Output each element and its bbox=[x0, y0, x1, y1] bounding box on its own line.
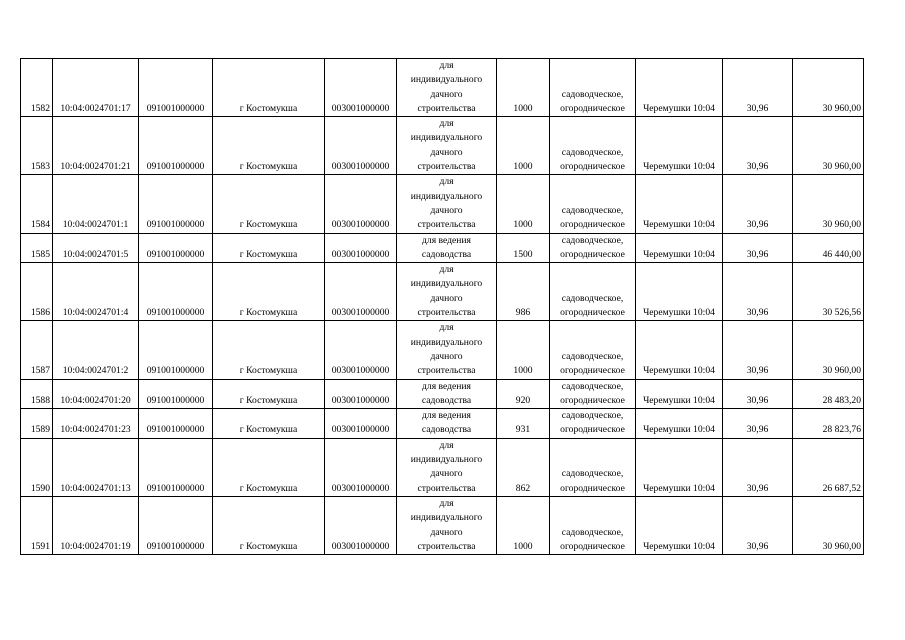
cell-land-use-line: садоводческое, bbox=[561, 146, 624, 158]
cell-zone: Черемушки 10:04 bbox=[636, 496, 723, 554]
cell-land-use bbox=[550, 438, 636, 496]
cell-cadastral-number: 10:04:0024701:13 bbox=[53, 438, 139, 496]
cell-land-use-line: садоводческое, bbox=[561, 292, 624, 304]
cell-cadastral-value: 30 960,00 bbox=[793, 321, 864, 379]
cell-locality: г Костомукша bbox=[213, 175, 325, 233]
table-row bbox=[21, 175, 864, 233]
cell-row-number: 1583 bbox=[21, 117, 53, 175]
cell-row-number: 1588 bbox=[21, 379, 53, 409]
cell-rate: 30,96 bbox=[723, 233, 793, 263]
cell-purpose-line: для ведения bbox=[422, 380, 471, 392]
cell-locality: г Костомукша bbox=[213, 409, 325, 439]
cell-rate: 30,96 bbox=[723, 438, 793, 496]
cell-zone: Черемушки 10:04 bbox=[636, 263, 723, 321]
cell-okato: 091001000000 bbox=[139, 409, 213, 439]
cell-purpose-line: для bbox=[439, 264, 454, 276]
cell-land-use-line: садоводческое, bbox=[561, 88, 624, 100]
cell-land-use bbox=[550, 263, 636, 321]
cell-land-use-line: садоводческое, bbox=[561, 234, 624, 246]
cell-code: 003001000000 bbox=[325, 438, 397, 496]
cell-land-use-line: огородническое bbox=[560, 307, 625, 319]
cell-purpose-line: индивидуального bbox=[410, 454, 483, 466]
cell-okato: 091001000000 bbox=[139, 263, 213, 321]
cell-land-use-line: садоводческое, bbox=[561, 410, 624, 422]
cell-land-use-line: огородническое bbox=[560, 365, 625, 377]
cell-cadastral-value: 30 960,00 bbox=[793, 117, 864, 175]
cell-purpose bbox=[397, 409, 497, 439]
cell-area: 1500 bbox=[497, 233, 550, 263]
cell-purpose-line: индивидуального bbox=[410, 278, 483, 290]
cell-okato: 091001000000 bbox=[139, 321, 213, 379]
cell-purpose-line: для bbox=[439, 439, 454, 451]
table-row bbox=[21, 59, 864, 117]
cell-okato: 091001000000 bbox=[139, 379, 213, 409]
cell-code: 003001000000 bbox=[325, 263, 397, 321]
cell-row-number: 1586 bbox=[21, 263, 53, 321]
cell-area: 1000 bbox=[497, 117, 550, 175]
cell-code: 003001000000 bbox=[325, 175, 397, 233]
cell-row-number: 1587 bbox=[21, 321, 53, 379]
cell-purpose bbox=[397, 175, 497, 233]
cell-area: 862 bbox=[497, 438, 550, 496]
cell-cadastral-number: 10:04:0024701:2 bbox=[53, 321, 139, 379]
cell-land-use bbox=[550, 379, 636, 409]
cell-purpose-line: садоводства bbox=[421, 424, 472, 436]
cell-purpose-line: строительства bbox=[417, 482, 476, 494]
cell-land-use bbox=[550, 59, 636, 117]
table-body bbox=[21, 59, 864, 555]
cell-code: 003001000000 bbox=[325, 117, 397, 175]
cell-row-number: 1584 bbox=[21, 175, 53, 233]
cell-purpose bbox=[397, 117, 497, 175]
cell-okato: 091001000000 bbox=[139, 233, 213, 263]
cell-land-use-line: садоводческое, bbox=[561, 526, 624, 538]
cell-code: 003001000000 bbox=[325, 233, 397, 263]
cell-purpose-line: дачного bbox=[430, 526, 463, 538]
table-row bbox=[21, 117, 864, 175]
cell-cadastral-number: 10:04:0024701:4 bbox=[53, 263, 139, 321]
cell-okato: 091001000000 bbox=[139, 438, 213, 496]
cell-purpose-line: дачного bbox=[430, 468, 463, 480]
cell-row-number: 1590 bbox=[21, 438, 53, 496]
table-row bbox=[21, 233, 864, 263]
cell-land-use bbox=[550, 321, 636, 379]
cell-area: 1000 bbox=[497, 59, 550, 117]
cell-cadastral-value: 26 687,52 bbox=[793, 438, 864, 496]
cell-purpose-line: строительства bbox=[417, 540, 476, 552]
cell-code: 003001000000 bbox=[325, 59, 397, 117]
cell-rate: 30,96 bbox=[723, 321, 793, 379]
cell-land-use bbox=[550, 496, 636, 554]
cell-rate: 30,96 bbox=[723, 379, 793, 409]
cell-purpose-line: дачного bbox=[430, 88, 463, 100]
cell-purpose-line: индивидуального bbox=[410, 336, 483, 348]
cell-zone: Черемушки 10:04 bbox=[636, 59, 723, 117]
cell-area: 1000 bbox=[497, 175, 550, 233]
cell-cadastral-number: 10:04:0024701:17 bbox=[53, 59, 139, 117]
cell-rate: 30,96 bbox=[723, 263, 793, 321]
cell-land-use-line: огородническое bbox=[560, 102, 625, 114]
cadastral-value-table bbox=[20, 58, 864, 555]
cell-purpose bbox=[397, 438, 497, 496]
cell-locality: г Костомукша bbox=[213, 496, 325, 554]
cell-purpose-line: индивидуального bbox=[410, 190, 483, 202]
cell-rate: 30,96 bbox=[723, 117, 793, 175]
cell-locality: г Костомукша bbox=[213, 379, 325, 409]
cell-land-use-line: огородническое bbox=[560, 161, 625, 173]
cell-area: 931 bbox=[497, 409, 550, 439]
table-row bbox=[21, 263, 864, 321]
cell-cadastral-value: 28 483,20 bbox=[793, 379, 864, 409]
cell-locality: г Костомукша bbox=[213, 117, 325, 175]
cell-zone: Черемушки 10:04 bbox=[636, 233, 723, 263]
cell-purpose bbox=[397, 321, 497, 379]
cell-rate: 30,96 bbox=[723, 496, 793, 554]
cell-purpose-line: для ведения bbox=[422, 410, 471, 422]
cell-cadastral-number: 10:04:0024701:19 bbox=[53, 496, 139, 554]
table-row bbox=[21, 379, 864, 409]
cell-purpose-line: индивидуального bbox=[410, 132, 483, 144]
cell-purpose-line: строительства bbox=[417, 365, 476, 377]
cell-purpose-line: строительства bbox=[417, 161, 476, 173]
cell-purpose-line: садоводства bbox=[421, 394, 472, 406]
cell-okato: 091001000000 bbox=[139, 175, 213, 233]
cell-purpose-line: дачного bbox=[430, 146, 463, 158]
cell-land-use-line: садоводческое, bbox=[561, 380, 624, 392]
cell-purpose-line: для bbox=[439, 176, 454, 188]
cell-okato: 091001000000 bbox=[139, 117, 213, 175]
cell-cadastral-number: 10:04:0024701:5 bbox=[53, 233, 139, 263]
cell-cadastral-value: 30 960,00 bbox=[793, 175, 864, 233]
cell-zone: Черемушки 10:04 bbox=[636, 117, 723, 175]
cell-land-use-line: огородническое bbox=[560, 482, 625, 494]
cell-land-use-line: огородническое bbox=[560, 248, 625, 260]
cell-cadastral-value: 30 960,00 bbox=[793, 59, 864, 117]
cell-land-use-line: садоводческое, bbox=[561, 468, 624, 480]
cell-area: 1000 bbox=[497, 496, 550, 554]
cell-purpose-line: строительства bbox=[417, 219, 476, 231]
cell-zone: Черемушки 10:04 bbox=[636, 175, 723, 233]
cell-rate: 30,96 bbox=[723, 175, 793, 233]
cell-purpose-line: индивидуального bbox=[410, 512, 483, 524]
cell-cadastral-value: 46 440,00 bbox=[793, 233, 864, 263]
cell-zone: Черемушки 10:04 bbox=[636, 379, 723, 409]
cell-purpose-line: индивидуального bbox=[410, 74, 483, 86]
cell-cadastral-number: 10:04:0024701:20 bbox=[53, 379, 139, 409]
cell-row-number: 1582 bbox=[21, 59, 53, 117]
cell-cadastral-value: 30 526,56 bbox=[793, 263, 864, 321]
cell-purpose-line: для bbox=[439, 60, 454, 71]
cell-land-use bbox=[550, 233, 636, 263]
cell-purpose-line: дачного bbox=[430, 350, 463, 362]
cell-zone: Черемушки 10:04 bbox=[636, 409, 723, 439]
cell-purpose bbox=[397, 233, 497, 263]
cell-land-use bbox=[550, 409, 636, 439]
cell-purpose bbox=[397, 496, 497, 554]
cell-land-use-line: огородническое bbox=[560, 219, 625, 231]
cell-land-use-line: огородническое bbox=[560, 394, 625, 406]
cell-purpose-line: садоводства bbox=[421, 248, 472, 260]
cell-locality: г Костомукша bbox=[213, 321, 325, 379]
cell-row-number: 1585 bbox=[21, 233, 53, 263]
cell-area: 1000 bbox=[497, 321, 550, 379]
cell-code: 003001000000 bbox=[325, 496, 397, 554]
cell-land-use-line: садоводческое, bbox=[561, 204, 624, 216]
cell-purpose-line: строительства bbox=[417, 307, 476, 319]
cell-purpose bbox=[397, 379, 497, 409]
cell-rate: 30,96 bbox=[723, 409, 793, 439]
cell-area: 986 bbox=[497, 263, 550, 321]
cell-land-use-line: огородническое bbox=[560, 540, 625, 552]
cell-land-use bbox=[550, 117, 636, 175]
table-row bbox=[21, 321, 864, 379]
cell-land-use-line: садоводческое, bbox=[561, 350, 624, 362]
cell-area: 920 bbox=[497, 379, 550, 409]
cell-cadastral-number: 10:04:0024701:23 bbox=[53, 409, 139, 439]
cell-purpose-line: для bbox=[439, 322, 454, 334]
cell-code: 003001000000 bbox=[325, 409, 397, 439]
cell-locality: г Костомукша bbox=[213, 438, 325, 496]
table-row bbox=[21, 409, 864, 439]
cell-rate: 30,96 bbox=[723, 59, 793, 117]
cell-land-use-line: огородническое bbox=[560, 424, 625, 436]
cell-purpose-line: для bbox=[439, 118, 454, 130]
cell-cadastral-number: 10:04:0024701:21 bbox=[53, 117, 139, 175]
cell-purpose bbox=[397, 59, 497, 117]
cell-purpose bbox=[397, 263, 497, 321]
cell-locality: г Костомукша bbox=[213, 263, 325, 321]
cell-code: 003001000000 bbox=[325, 321, 397, 379]
cell-cadastral-value: 30 960,00 bbox=[793, 496, 864, 554]
cell-locality: г Костомукша bbox=[213, 233, 325, 263]
cell-okato: 091001000000 bbox=[139, 59, 213, 117]
cell-cadastral-number: 10:04:0024701:1 bbox=[53, 175, 139, 233]
cell-purpose-line: строительства bbox=[417, 102, 476, 114]
cell-row-number: 1591 bbox=[21, 496, 53, 554]
cell-purpose-line: дачного bbox=[430, 204, 463, 216]
cell-cadastral-value: 28 823,76 bbox=[793, 409, 864, 439]
cell-purpose-line: дачного bbox=[430, 292, 463, 304]
cell-purpose-line: для ведения bbox=[422, 234, 471, 246]
cell-row-number: 1589 bbox=[21, 409, 53, 439]
cell-locality: г Костомукша bbox=[213, 59, 325, 117]
cell-zone: Черемушки 10:04 bbox=[636, 438, 723, 496]
cell-code: 003001000000 bbox=[325, 379, 397, 409]
cell-purpose-line: для bbox=[439, 497, 454, 509]
table-row bbox=[21, 438, 864, 496]
table-row bbox=[21, 496, 864, 554]
cell-okato: 091001000000 bbox=[139, 496, 213, 554]
cell-land-use bbox=[550, 175, 636, 233]
cell-zone: Черемушки 10:04 bbox=[636, 321, 723, 379]
